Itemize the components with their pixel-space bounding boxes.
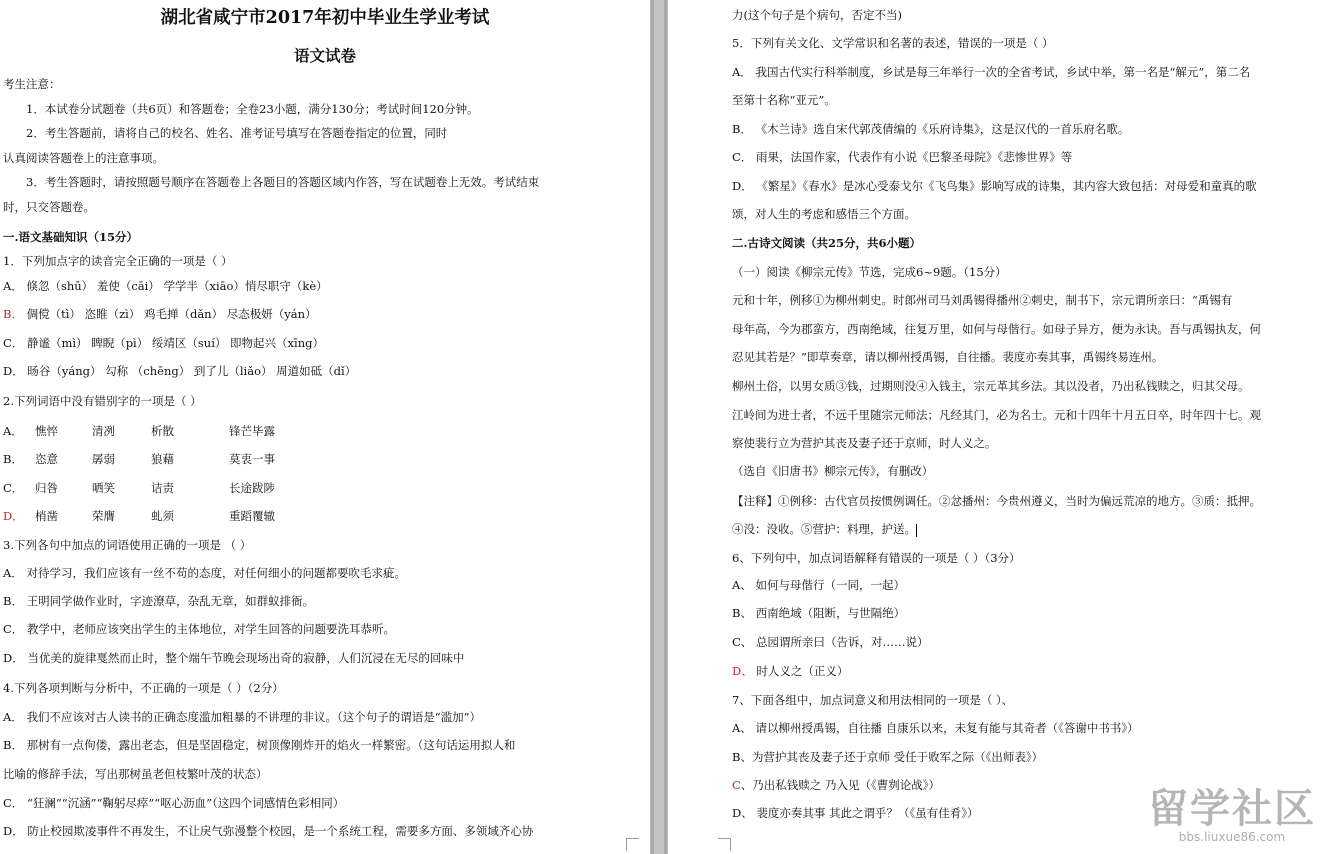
option-word: 狼藉 bbox=[151, 452, 174, 466]
text-cursor bbox=[916, 524, 917, 537]
option-line bbox=[0, 306, 650, 322]
option-line: B． 那树有一点佝偻，露出老态，但是坚固稳定，树顶像刚炸开的焰火一样繁密。（这句话运用拟人和 bbox=[3, 738, 516, 752]
watermark bbox=[1148, 788, 1316, 844]
option-word: 恣意 bbox=[35, 452, 58, 466]
question-stem: 6、下列句中，加点词语解释有错误的一项是（ ）（3分） bbox=[732, 551, 1021, 565]
question-stem: 3.下列各句中加点的词语使用正确的一项是 （ ） bbox=[3, 538, 252, 552]
notice-line: 认真阅读答题卷上的注意事项。 bbox=[3, 151, 164, 165]
option-line: 力(这个句子是个病句，否定不当) bbox=[732, 8, 902, 22]
option-line: A． 我国古代实行科举制度，乡试是每三年举行一次的全省考试，乡试中举，第一名是“解元”，第二名 bbox=[732, 65, 1251, 79]
option-letter: A． bbox=[3, 424, 23, 438]
option-line bbox=[0, 451, 650, 467]
question-stem: 4.下列各项判断与分析中，不正确的一项是（ ）（2分） bbox=[3, 681, 284, 695]
passage-line: 母年高，今为郡蛮方，西南绝域，往复万里，如何与母偕行。如母子异方，便为永诀。吾与禹锡执友，何 bbox=[732, 322, 1261, 336]
passage-line: 察使裴行立为营护其丧及妻子还于京师，时人义之。 bbox=[732, 436, 997, 450]
passage-line: 柳州土俗，以男女质③钱，过期则没④入钱主，宗元革其乡法。其以没者，乃出私钱赎之，归其父母。 bbox=[732, 379, 1250, 393]
option-letter: B． bbox=[3, 307, 23, 321]
option-word: 虬须 bbox=[151, 509, 174, 523]
notice-line: 1．本试卷分试题卷（共6页）和答题卷；全卷23小题，满分130分；考试时间120分钟。 bbox=[26, 102, 479, 116]
exam-title: 湖北省咸宁市2017年初中毕业生学业考试 bbox=[160, 8, 490, 28]
option-line: C． 教学中，老师应该突出学生的主体地位，对学生回答的问题要洗耳恭听。 bbox=[3, 622, 395, 636]
question-stem: 5．下列有关文化、文学常识和名著的表述，错误的一项是（ ） bbox=[732, 36, 1054, 50]
notice-line: 时，只交答题卷。 bbox=[3, 200, 95, 214]
option-word: 重蹈覆辙 bbox=[229, 509, 275, 523]
crop-mark bbox=[718, 838, 731, 851]
annotation-line bbox=[668, 521, 1330, 537]
option-word: 孱弱 bbox=[92, 452, 115, 466]
exam-subtitle: 语文试卷 bbox=[293, 46, 356, 65]
option-line: C、 总园谓所亲曰（告诉，对……说） bbox=[732, 635, 929, 649]
crop-mark bbox=[626, 838, 639, 851]
passage-line: 江岭间为进士者，不远千里随宗元师法；凡经其门，必为名士。元和十四年十月五日卒，时年四十七。观 bbox=[732, 408, 1261, 422]
option-line: C． “狂澜”“沉涵”“鞠躬尽瘁”“呕心沥血”（这四个词感情色彩相同） bbox=[3, 796, 345, 810]
option-line bbox=[668, 663, 1330, 679]
option-word: 锋芒毕露 bbox=[229, 424, 275, 438]
watermark-url: bbs.liuxue86.com bbox=[1178, 830, 1286, 844]
document-page-right bbox=[668, 0, 1330, 854]
option-letter: D、 bbox=[732, 664, 753, 678]
option-line: C． 雨果，法国作家，代表作有小说《巴黎圣母院》《悲惨世界》等 bbox=[732, 150, 1073, 164]
option-word: 诘责 bbox=[151, 481, 174, 495]
notice-line: 2．考生答题前，请将自己的校名、姓名、准考证号填写在答题卷指定的位置，同时 bbox=[26, 126, 448, 140]
notice-heading: 考生注意： bbox=[3, 77, 61, 91]
watermark-logo-text: 留学社区 bbox=[1148, 786, 1316, 832]
annotation-text: ④没：没收。⑤营护：料理，护送。 bbox=[732, 522, 916, 536]
section-heading: 一.语文基础知识（15分） bbox=[3, 230, 139, 244]
notice-line: 3．考生答题时，请按照题号顺序在答题卷上各题目的答题区域内作答，写在试题卷上无效。考试结束 bbox=[26, 175, 540, 189]
option-line: 颂，对人生的考虑和感悟三个方面。 bbox=[732, 207, 916, 221]
option-word: 憔悴 bbox=[35, 424, 58, 438]
question-stem: 7、下面各组中，加点词意义和用法相同的一项是（ ）、 bbox=[732, 693, 1014, 707]
option-word: 莫衷一事 bbox=[229, 452, 275, 466]
option-word: 梢凿 bbox=[35, 509, 58, 523]
question-stem: 2.下列词语中没有错别字的一项是（ ） bbox=[3, 394, 202, 408]
option-line: A． 倏忽（shū） 羞使（cāi） 学学半（xiāo）悄尽职守（kè） bbox=[3, 279, 328, 293]
option-line bbox=[0, 480, 650, 496]
option-line: C． 静谧（mì） 睥睨（pì） 绥靖区（suí） 即物起兴（xīng） bbox=[3, 336, 324, 350]
option-text: 时人义之（正义） bbox=[752, 664, 849, 678]
subsection-heading: （一）阅读《柳宗元传》节选，完成6~9题。（15分） bbox=[732, 265, 1007, 279]
option-line: B． 王明同学做作业时，字迹潦草，杂乱无章，如群蚁排衙。 bbox=[3, 594, 315, 608]
option-line bbox=[0, 423, 650, 439]
option-line: 至第十名称“亚元”。 bbox=[732, 93, 836, 107]
option-line: A． 我们不应该对古人读书的正确态度滥加粗暴的不讲理的非议。（这个句子的谓语是“滥加”） bbox=[3, 710, 481, 724]
vertical-scrollbar[interactable] bbox=[654, 0, 664, 854]
option-line: D． 旸谷（yáng） 勾称 （chēng） 到了儿（liǎo） 周道如砥（dǐ） bbox=[3, 364, 357, 378]
option-word: 哂笑 bbox=[92, 481, 115, 495]
passage-line: 元和十年，例移①为柳州刺史。时郎州司马刘禹锡得播州②刺史，制书下，宗元谓所亲曰：“禹锡有 bbox=[732, 293, 1233, 307]
option-line: D． 当优美的旋律戛然而止时，整个端午节晚会现场出奇的寂静，人们沉浸在无尽的回味中 bbox=[3, 651, 465, 665]
annotation-line: 【注释】①例移：古代官员按惯例调任。②忿播州：今贵州遵义，当时为偏远荒凉的地方。③质：抵押。 bbox=[732, 494, 1261, 508]
document-page-left bbox=[0, 0, 650, 854]
option-text: 倜傥（tì） 恣睢（zì） 鸡毛掸（dǎn） 尽态极妍（yán） bbox=[22, 307, 317, 321]
passage-line: 忍见其若是？”即草奏章，请以柳州授禹锡，自往播。裴度亦奏其事，禹锡终易连州。 bbox=[732, 350, 1164, 364]
passage-source: （选自《旧唐书》柳宗元传》，有删改） bbox=[732, 464, 934, 478]
option-line: B、为营护其丧及妻子还于京师 受任于败军之际（《出师表》） bbox=[732, 750, 1044, 764]
option-word: 归咎 bbox=[35, 481, 58, 495]
section-heading: 二.古诗文阅读（共25分，共6小题） bbox=[732, 236, 922, 250]
option-word: 清冽 bbox=[92, 424, 115, 438]
option-line: D． 防止校园欺凌事件不再发生，不让戾气弥漫整个校园，是一个系统工程，需要多方面、多领域齐心协 bbox=[3, 824, 534, 838]
option-letter: C bbox=[732, 778, 741, 792]
option-word: 荣膺 bbox=[92, 509, 115, 523]
option-letter: B． bbox=[3, 452, 23, 466]
option-letter: D． bbox=[3, 509, 24, 523]
option-line: D． 《繁星》《春水》是冰心受泰戈尔《飞鸟集》影响写成的诗集，其内容大致包括：对母爱和童真的歌 bbox=[732, 179, 1257, 193]
option-line: A． 对待学习，我们应该有一丝不苟的态度，对任何细小的问题都要吹毛求疵。 bbox=[3, 566, 406, 580]
option-line: A、 请以柳州授禹锡，自往播 自康乐以来，未复有能与其奇者（《答谢中书书》） bbox=[732, 721, 1139, 735]
option-word: 析散 bbox=[151, 424, 174, 438]
option-line: B． 《木兰诗》选自宋代郭茂倩编的《乐府诗集》，这是汉代的一首乐府名歌。 bbox=[732, 122, 1130, 136]
option-line: B、 西南绝域（阻断，与世隔绝） bbox=[732, 606, 906, 620]
question-stem: 1．下列加点字的读音完全正确的一项是（ ） bbox=[3, 254, 233, 268]
option-text: 、乃出私钱赎之 乃入见（《曹刿论战》） bbox=[740, 778, 940, 792]
option-line: D、 裴度亦奏其事 其此之谓乎？（《虽有佳肴》） bbox=[732, 806, 979, 820]
option-line: 比喻的修辞手法，写出那树虽老但枝繁叶茂的状态） bbox=[3, 767, 268, 781]
option-word: 长途跋陟 bbox=[229, 481, 275, 495]
option-line bbox=[0, 508, 650, 524]
option-letter: C． bbox=[3, 481, 24, 495]
option-line: A、 如何与母偕行（一同，一起） bbox=[732, 578, 905, 592]
